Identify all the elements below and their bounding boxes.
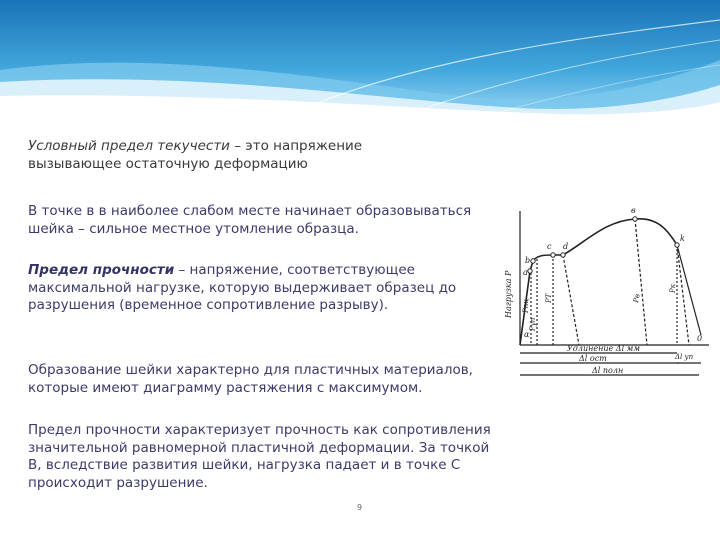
label-pt: PT [545,293,553,303]
label-pb: Pв [632,293,642,304]
term-ultimate-strength: Предел прочности [28,262,175,278]
paragraph-neck-formation: В точке в в наиболее слабом месте начинает образовываться шейка – сильное местное утомление образца. [28,203,472,237]
pb-line [635,219,647,345]
label-v: в [631,206,636,215]
label-pk: Pк [669,284,677,293]
wave-banner [0,0,720,118]
point-d [561,253,565,257]
label-alpha: α [524,330,530,339]
label-d: d [563,242,569,251]
point-b [531,259,535,263]
point-a [528,269,532,273]
point-v [633,217,637,221]
unload-line-d [563,255,579,345]
tensile-curve [520,219,677,345]
dl-poln-label: Δl полн [592,366,624,375]
tensile-test-diagram [497,193,717,397]
heading-definition: – это напряжение вызывающее остаточную деформацию [28,138,363,172]
slide-number: 9 [357,503,363,512]
label-k: k [680,234,685,243]
ultimate-strength-definition: – напряжение, соответствующее максимальной нагрузке, которую выдерживает образец до разрушения (временное сопротивление разрыву). [28,262,457,313]
break-line [677,245,701,335]
paragraph-strength-characteristic: Предел прочности характеризует прочность как сопротивления значительной равномерной пластичной деформации. За точкой В, вследствие развития шейки, нагрузка падает и в точке С происходит разрушение. [28,422,491,491]
heading-term: Условный предел текучести [28,138,230,154]
label-pu: Pпц [522,298,530,313]
paragraph-ultimate-strength [28,262,498,315]
label-c: c [547,242,552,251]
y-axis-label: Нагрузка P [504,270,513,318]
label-py: Pуп [529,317,537,331]
dl-ost-label: Δl ост [579,354,607,363]
definition-heading [28,137,448,173]
label-b: b [525,256,531,265]
label-a: a [523,268,528,277]
unload-line-k [677,245,689,345]
label-o: 0 [697,334,703,343]
x-axis-label: Удлинение Δl мм [567,344,640,353]
paragraph-plastic-materials: Образование шейки характерно для пластичных материалов, которые имеют диаграмму растяжения с максимумом. [28,362,473,396]
point-k [675,243,679,247]
point-c [551,253,555,257]
dl-up-label: Δl уп [675,353,694,361]
